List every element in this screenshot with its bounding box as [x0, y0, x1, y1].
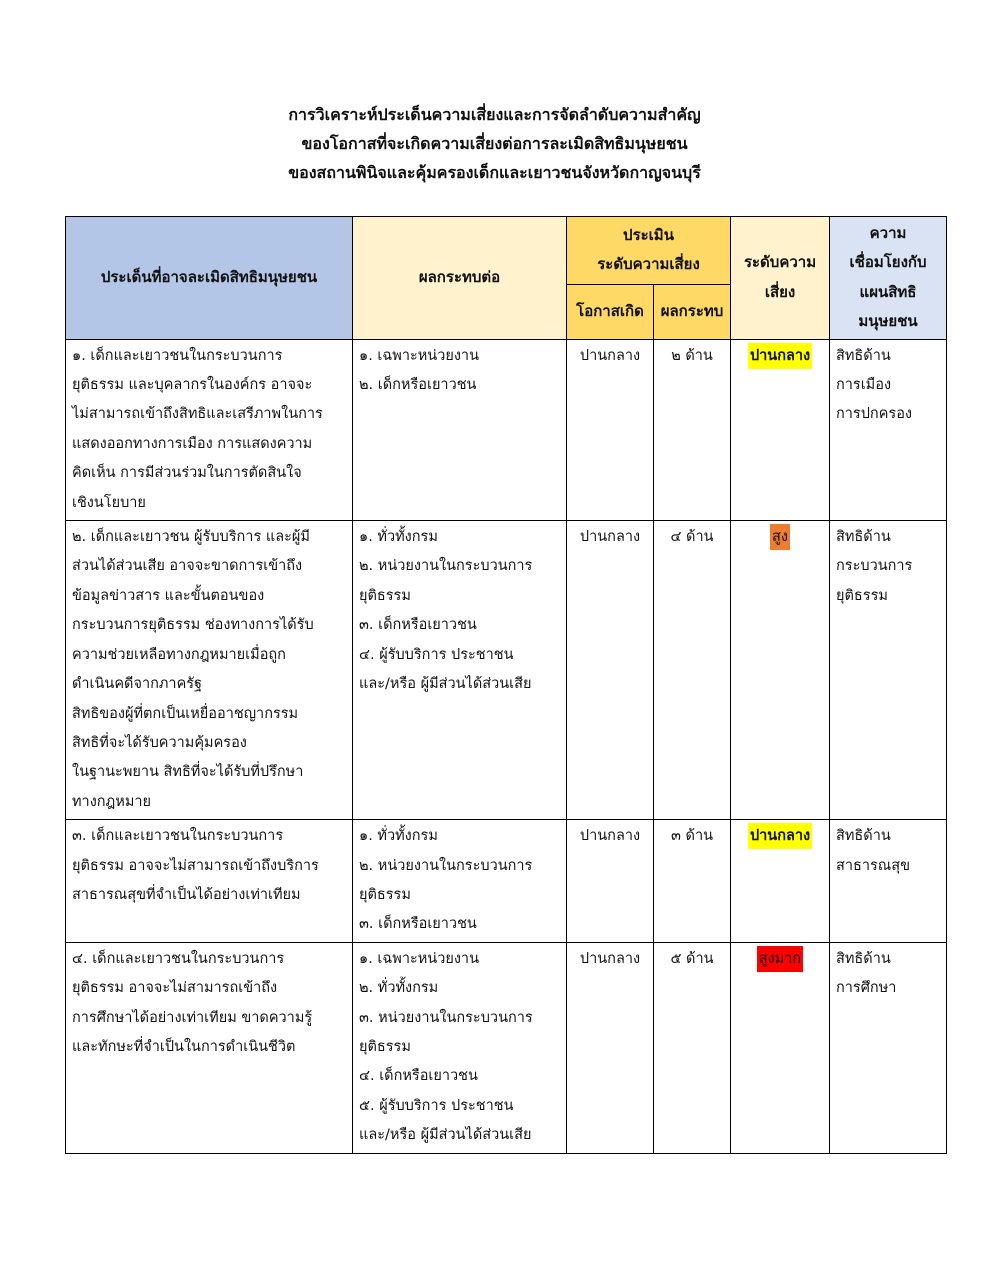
- impact-level-cell: ๔ ด้าน: [654, 521, 731, 820]
- issue-cell-line: ๑. เด็กและเยาวชนในกระบวนการ: [72, 347, 283, 364]
- risk-table-body: [66, 339, 947, 1153]
- issue-cell-line: ๓. เด็กและเยาวชนในกระบวนการ: [72, 828, 284, 845]
- impact-cell-line: ๒. หน่วยงานในกระบวนการ: [359, 857, 533, 874]
- title-line-3: ของสถานพินิจและคุ้มครองเด็กและเยาวชนจังหวัดกาญจนบุรี: [288, 163, 701, 182]
- impact-cell-line: ๒. เด็กหรือเยาวชน: [359, 377, 477, 394]
- impact-cell-line: ๒. ทั่วทั้งกรม: [359, 980, 439, 997]
- impact-level-cell: ๓ ด้าน: [654, 820, 731, 943]
- impact-cell-line: ๑. เฉพาะหน่วยงาน: [359, 950, 479, 967]
- issue-cell-line: ๔. เด็กและเยาวชนในกระบวนการ: [72, 950, 285, 967]
- plan-link-cell-line: สิทธิด้าน: [836, 529, 891, 546]
- plan-link-cell-line: การเมือง: [836, 377, 892, 394]
- impact-cell-line: ๑. ทั่วทั้งกรม: [359, 529, 438, 546]
- risk-level-badge: ปานกลาง: [748, 343, 812, 369]
- impact-cell-line: ๔. เด็กหรือเยาวชน: [359, 1068, 478, 1085]
- title-line-2: ของโอกาสที่จะเกิดความเสี่ยงต่อการละเมิดสิทธิมนุษยชน: [301, 134, 688, 153]
- impact-cell-line: ๒. หน่วยงานในกระบวนการ: [359, 558, 533, 575]
- impact-cell-line: ๑. ทั่วทั้งกรม: [359, 828, 438, 845]
- header-assessment: [567, 217, 731, 285]
- issue-cell-line: คิดเห็น การมีส่วนร่วมในการตัดสินใจ: [72, 465, 302, 482]
- issue-cell-line: ยุติธรรม อาจจะไม่สามารถเข้าถึงบริการ: [72, 857, 319, 874]
- header-plan-link-line-1: ความ: [869, 224, 907, 242]
- header-plan-link-line-2: เชื่อมโยงกับ: [849, 253, 927, 272]
- issue-cell: [66, 820, 353, 943]
- likelihood-cell: ปานกลาง: [567, 942, 654, 1153]
- risk-level-badge: สูง: [770, 524, 790, 550]
- issue-cell-line: ยุติธรรม และบุคลากรในองค์กร อาจจะ: [72, 377, 313, 394]
- issue-cell: [66, 942, 353, 1153]
- issue-cell-line: ข้อมูลข่าวสาร และขั้นตอนของ: [72, 587, 265, 604]
- plan-link-cell-line: สิทธิด้าน: [836, 347, 891, 364]
- impact-cell-line: และ/หรือ ผู้มีส่วนได้ส่วนเสีย: [359, 676, 532, 693]
- plan-link-cell-line: การศึกษา: [836, 980, 897, 997]
- header-plan-link: [830, 217, 947, 340]
- header-impact: ผลกระทบต่อ: [353, 217, 567, 340]
- issue-cell-line: และทักษะที่จำเป็นในการดำเนินชีวิต: [72, 1038, 296, 1055]
- likelihood-cell: ปานกลาง: [567, 339, 654, 520]
- header-risk-level: [731, 217, 830, 340]
- issue-cell-line: ดำเนินคดีจากภาครัฐ: [72, 676, 203, 693]
- issue-cell-line: สิทธิที่จะได้รับความคุ้มครอง: [72, 734, 247, 751]
- risk-level-badge: สูงมาก: [757, 946, 803, 972]
- impact-cell-line: ๓. เด็กหรือเยาวชน: [359, 617, 477, 634]
- plan-link-cell-line: สาธารณสุข: [836, 857, 911, 874]
- issue-cell-line: ในฐานะพยาน สิทธิที่จะได้รับที่ปรึกษา: [72, 764, 304, 781]
- impact-cell-line: ๕. ผู้รับบริการ ประชาชน: [359, 1097, 514, 1114]
- impact-cell-line: และ/หรือ ผู้มีส่วนได้ส่วนเสีย: [359, 1127, 532, 1144]
- likelihood-cell: ปานกลาง: [567, 820, 654, 943]
- impact-cell-line: ยุติธรรม: [359, 587, 411, 604]
- header-plan-link-line-4: มนุษยชน: [858, 312, 918, 331]
- plan-link-cell-line: สิทธิด้าน: [836, 828, 891, 845]
- issue-cell-line: สาธารณสุขที่จำเป็นได้อย่างเท่าเทียม: [72, 886, 301, 903]
- issue-cell-line: สิทธิของผู้ที่ตกเป็นเหยื่ออาชญากรรม: [72, 705, 299, 722]
- header-impact-sub: ผลกระทบ: [654, 284, 731, 339]
- issue-cell: [66, 339, 353, 520]
- table-row: [66, 942, 947, 1153]
- issue-cell-line: ไม่สามารถเข้าถึงสิทธิและเสรีภาพในการ: [72, 406, 323, 423]
- issue-cell: [66, 521, 353, 820]
- likelihood-cell: ปานกลาง: [567, 521, 654, 820]
- impact-cell: [353, 521, 567, 820]
- plan-link-cell-line: กระบวนการ: [836, 558, 913, 575]
- impact-cell: [353, 339, 567, 520]
- issue-cell-line: ความช่วยเหลือทางกฎหมายเมื่อถูก: [72, 646, 286, 663]
- risk-level-cell: [731, 521, 830, 820]
- plan-link-cell: [830, 820, 947, 943]
- issue-cell-line: แสดงออกทางการเมือง การแสดงความ: [72, 435, 313, 452]
- plan-link-cell: [830, 942, 947, 1153]
- risk-level-cell: [731, 942, 830, 1153]
- plan-link-cell: [830, 339, 947, 520]
- impact-cell-line: ๔. ผู้รับบริการ ประชาชน: [359, 646, 514, 663]
- issue-cell-line: เชิงนโยบาย: [72, 494, 146, 511]
- plan-link-cell: [830, 521, 947, 820]
- impact-cell-line: ๓. เด็กหรือเยาวชน: [359, 916, 477, 933]
- header-likelihood: โอกาสเกิด: [567, 284, 654, 339]
- table-row: [66, 339, 947, 520]
- impact-cell-line: ยุติธรรม: [359, 1038, 411, 1055]
- document-title: [0, 100, 989, 187]
- header-issue: ประเด็นที่อาจละเมิดสิทธิมนุษยชน: [66, 217, 353, 340]
- issue-cell-line: ยุติธรรม อาจจะไม่สามารถเข้าถึง: [72, 980, 278, 997]
- plan-link-cell-line: การปกครอง: [836, 406, 912, 423]
- issue-cell-line: การศึกษาได้อย่างเท่าเทียม ขาดความรู้: [72, 1009, 313, 1026]
- header-risk-level-line-1: ระดับความ: [743, 253, 817, 272]
- issue-cell-line: กระบวนการยุติธรรม ช่องทางการได้รับ: [72, 617, 314, 634]
- issue-cell-line: ส่วนได้ส่วนเสีย อาจจะขาดการเข้าถึง: [72, 558, 303, 575]
- plan-link-cell-line: สิทธิด้าน: [836, 950, 891, 967]
- impact-cell: [353, 820, 567, 943]
- table-row: [66, 521, 947, 820]
- risk-level-badge: ปานกลาง: [748, 823, 812, 849]
- impact-cell-line: ๓. หน่วยงานในกระบวนการ: [359, 1009, 533, 1026]
- risk-level-cell: [731, 339, 830, 520]
- impact-level-cell: ๕ ด้าน: [654, 942, 731, 1153]
- issue-cell-line: ๒. เด็กและเยาวชน ผู้รับบริการ และผู้มี: [72, 529, 310, 546]
- header-assessment-line-1: ประเมิน: [623, 225, 674, 244]
- impact-cell-line: ๑. เฉพาะหน่วยงาน: [359, 347, 479, 364]
- header-assessment-line-2: ระดับความเสี่ยง: [597, 255, 700, 274]
- impact-cell-line: ยุติธรรม: [359, 886, 411, 903]
- title-line-1: การวิเคราะห์ประเด็นความเสี่ยงและการจัดลำดับความสำคัญ: [288, 105, 701, 124]
- impact-level-cell: ๒ ด้าน: [654, 339, 731, 520]
- risk-table: [65, 216, 947, 1154]
- header-plan-link-line-3: แผนสิทธิ: [859, 282, 917, 301]
- impact-cell: [353, 942, 567, 1153]
- risk-level-cell: [731, 820, 830, 943]
- table-row: [66, 820, 947, 943]
- issue-cell-line: ทางกฎหมาย: [72, 793, 152, 810]
- plan-link-cell-line: ยุติธรรม: [836, 587, 888, 604]
- header-risk-level-line-2: เสี่ยง: [764, 282, 796, 301]
